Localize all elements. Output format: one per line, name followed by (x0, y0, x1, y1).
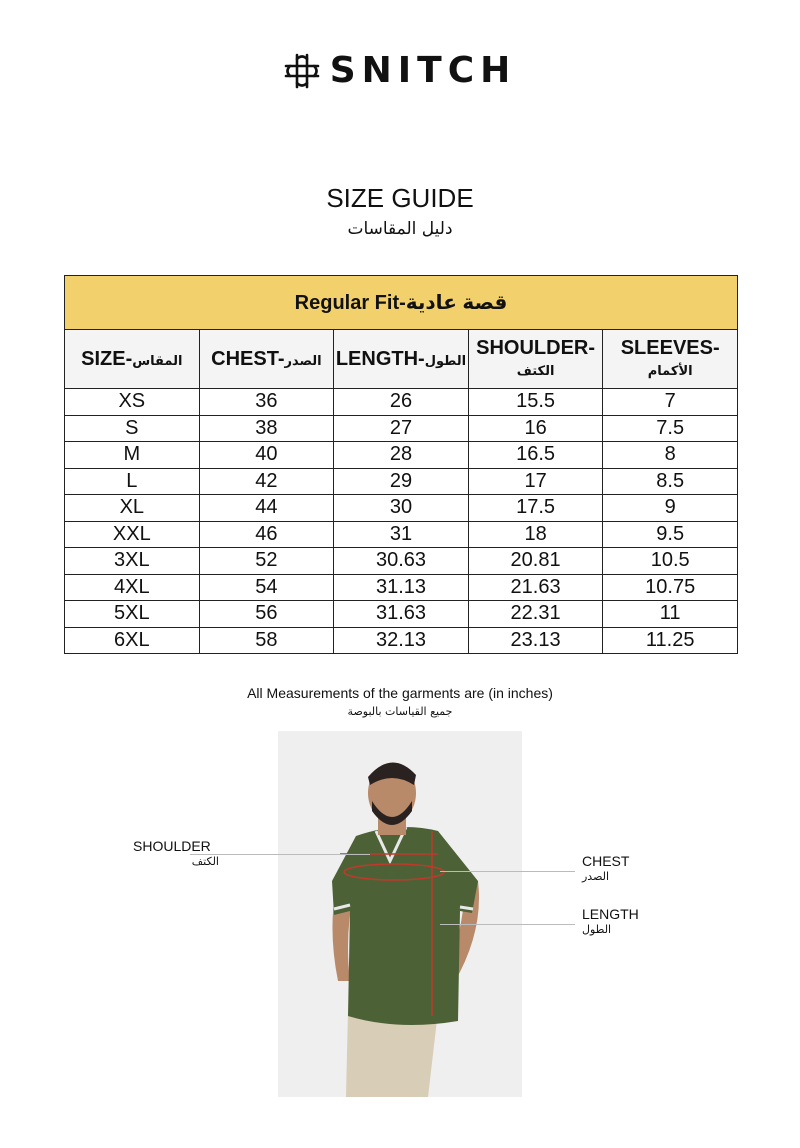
table-row (65, 442, 738, 469)
shoulder-label: SHOULDER الكتف (133, 838, 219, 868)
table-cell: 8 (603, 442, 738, 469)
table-cell: 28 (334, 442, 469, 469)
model-illustration (278, 731, 522, 1097)
table-cell: XXL (65, 521, 200, 548)
table-cell: 16 (468, 415, 603, 442)
col-header-chest: CHEST-الصدر (199, 330, 334, 389)
col-header-sleeves: SLEEVES- الأكمام (603, 330, 738, 389)
table-cell: 3XL (65, 548, 200, 575)
table-cell: 6XL (65, 627, 200, 654)
table-row (65, 627, 738, 654)
fit-label: Regular Fit (294, 292, 400, 314)
table-row (65, 495, 738, 522)
table-cell: 29 (334, 468, 469, 495)
table-row (65, 574, 738, 601)
length-label: LENGTH الطول (582, 906, 639, 936)
table-cell: 27 (334, 415, 469, 442)
table-row (65, 468, 738, 495)
table-cell: 9.5 (603, 521, 738, 548)
table-row (65, 548, 738, 575)
table-cell: 42 (199, 468, 334, 495)
table-row (65, 521, 738, 548)
table-cell: 10.5 (603, 548, 738, 575)
size-table (64, 275, 738, 654)
measurement-note: All Measurements of the garments are (in inches) (247, 685, 553, 701)
table-cell: L (65, 468, 200, 495)
page-title: SIZE GUIDE (326, 183, 474, 213)
table-cell: M (65, 442, 200, 469)
table-cell: XL (65, 495, 200, 522)
col-header-length: LENGTH-الطول (334, 330, 469, 389)
length-leader-line (440, 924, 575, 925)
fit-label-arabic: قصة عادية (405, 292, 508, 314)
table-cell: 30 (334, 495, 469, 522)
table-cell: 32.13 (334, 627, 469, 654)
table-cell: 15.5 (468, 389, 603, 416)
snitch-grid-icon (284, 53, 320, 89)
col-header-size: SIZE-المقاس (65, 330, 200, 389)
table-cell: XS (65, 389, 200, 416)
chest-leader-line (440, 871, 575, 872)
table-cell: 36 (199, 389, 334, 416)
table-cell: 38 (199, 415, 334, 442)
table-cell: 46 (199, 521, 334, 548)
measurement-note-arabic: جميع القياسات بالبوصة (347, 705, 453, 718)
table-cell: 5XL (65, 601, 200, 628)
col-header-shoulder: SHOULDER- الكتف (468, 330, 603, 389)
fit-header: Regular Fit-قصة عادية (65, 276, 738, 330)
table-cell: 20.81 (468, 548, 603, 575)
table-cell: 31.63 (334, 601, 469, 628)
table-cell: 30.63 (334, 548, 469, 575)
brand-logo (0, 50, 800, 91)
table-cell: 54 (199, 574, 334, 601)
brand-name: SNITCH (329, 50, 517, 91)
table-cell: 31.13 (334, 574, 469, 601)
table-cell: 52 (199, 548, 334, 575)
model-photo (278, 731, 522, 1097)
table-cell: 11.25 (603, 627, 738, 654)
table-cell: 9 (603, 495, 738, 522)
table-cell: 18 (468, 521, 603, 548)
table-cell: 56 (199, 601, 334, 628)
table-cell: 7.5 (603, 415, 738, 442)
table-cell: 7 (603, 389, 738, 416)
table-cell: 11 (603, 601, 738, 628)
fit-header-row (65, 276, 738, 330)
column-header-row (65, 330, 738, 389)
page-title-arabic: دليل المقاسات (347, 219, 453, 239)
table-cell: 23.13 (468, 627, 603, 654)
table-cell: 17.5 (468, 495, 603, 522)
table-cell: 16.5 (468, 442, 603, 469)
table-row (65, 389, 738, 416)
table-cell: 17 (468, 468, 603, 495)
table-cell: 4XL (65, 574, 200, 601)
table-cell: 58 (199, 627, 334, 654)
table-cell: 26 (334, 389, 469, 416)
table-cell: 40 (199, 442, 334, 469)
table-cell: S (65, 415, 200, 442)
table-cell: 44 (199, 495, 334, 522)
table-cell: 22.31 (468, 601, 603, 628)
table-cell: 8.5 (603, 468, 738, 495)
chest-label: CHEST الصدر (582, 853, 630, 883)
table-cell: 10.75 (603, 574, 738, 601)
table-cell: 21.63 (468, 574, 603, 601)
table-cell: 31 (334, 521, 469, 548)
table-row (65, 601, 738, 628)
table-row (65, 415, 738, 442)
